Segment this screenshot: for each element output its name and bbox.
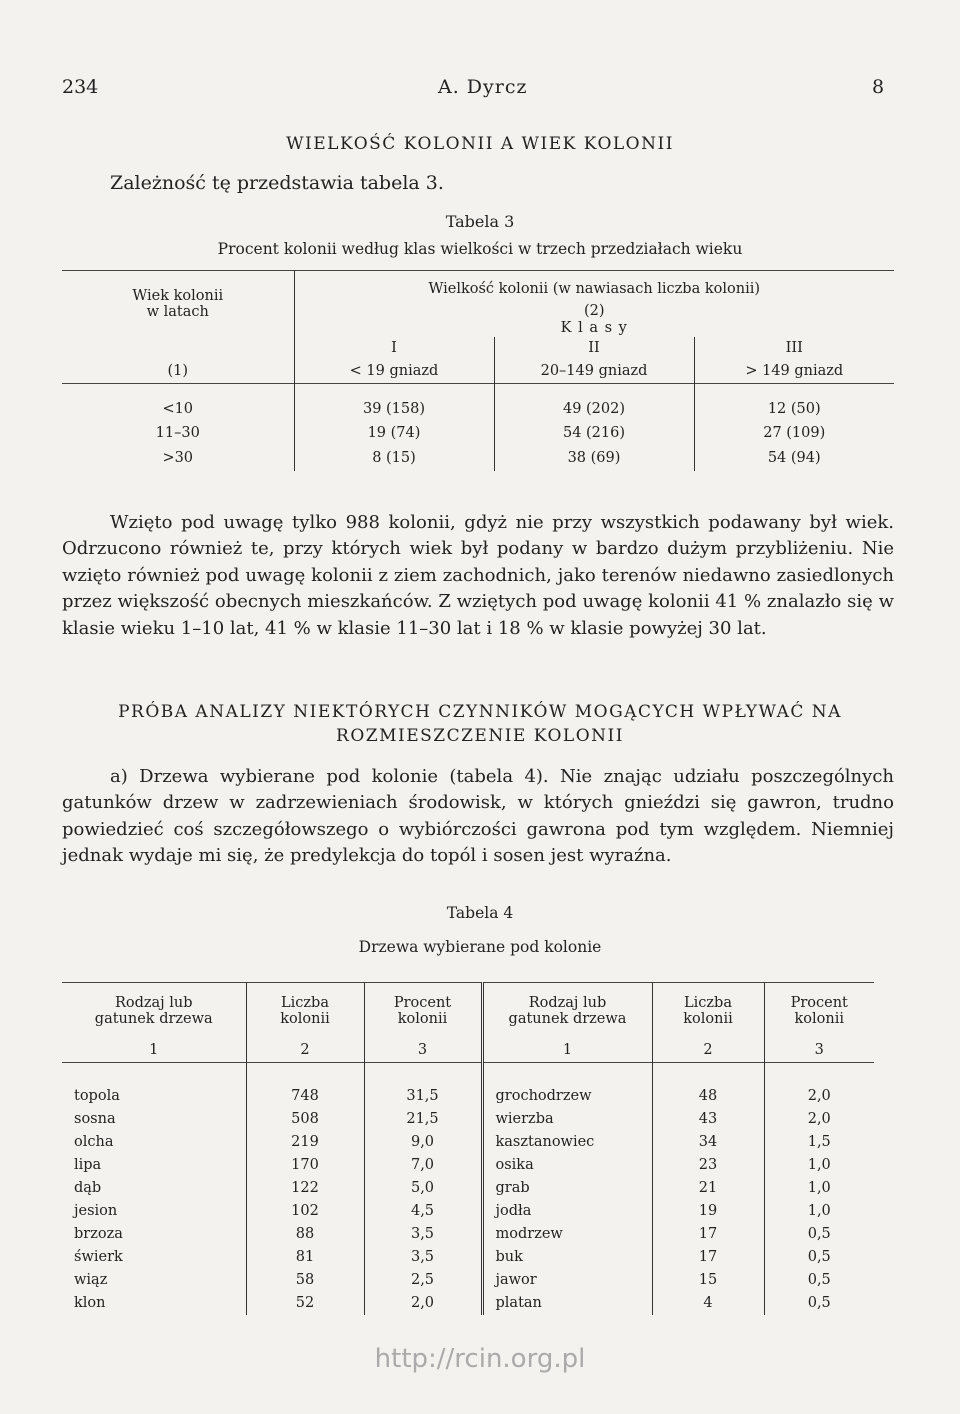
table4-cell: 4 <box>652 1292 764 1315</box>
table4-head-line: gatunek drzewa <box>508 1010 627 1027</box>
table4-cell: 9,0 <box>364 1131 482 1154</box>
table-row <box>62 445 894 471</box>
table4-cell: 21 <box>652 1177 764 1200</box>
table4-cell: 122 <box>246 1177 364 1200</box>
table3-title: Procent kolonii według klas wielkości w trzech przedziałach wieku <box>217 240 743 258</box>
paragraph-trees: a) Drzewa wybierane pod kolonie (tabela 4). Nie znając udziału poszczególnych gatunków drzew w zadrzewieniach środowisk, w których gnieździ się gawron, trudno powiedzieć coś szczegółowszego o wybiórczości gawrona pod tym względem. Niemniej jednak wydaje mi się, że predylekcja do topól i sosen jest wyraźna. <box>62 766 894 867</box>
table4-col-number: 1 <box>149 1042 159 1059</box>
table4-cell: jawor <box>482 1269 652 1292</box>
table3-cell: 19 (74) <box>294 421 494 445</box>
table3-head-age-line2: w latach <box>146 304 209 320</box>
table3-head-size <box>294 271 894 320</box>
table4-cell: wiąz <box>74 1272 108 1288</box>
table4-cell: 1,0 <box>764 1200 874 1223</box>
table4-head-species <box>62 983 246 1039</box>
table4-head-line: Liczba <box>684 994 732 1011</box>
table4-cell: 4,5 <box>364 1200 482 1223</box>
table4-cell: jodła <box>482 1200 652 1223</box>
table-row <box>62 1108 874 1131</box>
table4-cell: świerk <box>74 1249 123 1265</box>
table4-cell: 1,0 <box>764 1177 874 1200</box>
table-row <box>62 1200 874 1223</box>
table4-cell: 58 <box>246 1269 364 1292</box>
table4-head-line: gatunek drzewa <box>94 1010 213 1027</box>
table4-cell: olcha <box>74 1134 114 1150</box>
table4-cell: 1,5 <box>764 1131 874 1154</box>
table4-cell: 52 <box>246 1292 364 1315</box>
table-row <box>62 1223 874 1246</box>
table4-cell: lipa <box>74 1157 102 1173</box>
table3-head-age-line1: Wiek kolonii <box>132 288 224 304</box>
table4-cell: brzoza <box>74 1226 123 1242</box>
table3-class-1-range: < 19 gniazd <box>294 359 494 383</box>
table3-label: Tabela 3 <box>445 212 515 231</box>
table4-col-number: 2 <box>246 1039 364 1063</box>
table-row <box>62 1177 874 1200</box>
table-row <box>62 1154 874 1177</box>
table4-cell: 3,5 <box>364 1223 482 1246</box>
table4-cell: 81 <box>246 1246 364 1269</box>
section-title-analysis-line2: ROZMIESZCZENIE KOLONII <box>336 726 624 746</box>
table4-cell: modrzew <box>482 1223 652 1246</box>
intro-sentence: Zależność tę przedstawia tabela 3. <box>110 172 444 194</box>
table3-class-2-roman: II <box>494 337 694 359</box>
table3-cell: 38 (69) <box>494 445 694 471</box>
table4-cell: platan <box>482 1292 652 1315</box>
table4-col-number: 3 <box>364 1039 482 1063</box>
table4-cell: 7,0 <box>364 1154 482 1177</box>
page-number: 234 <box>62 76 99 98</box>
table4-head-line: Rodzaj lub <box>528 994 607 1011</box>
table3-cell: 49 (202) <box>494 397 694 421</box>
table4-cell: 2,0 <box>764 1085 874 1108</box>
table3-head-size-num: (2) <box>583 303 605 319</box>
table4-cell: 23 <box>652 1154 764 1177</box>
table4-head-count <box>652 983 764 1039</box>
table4-cell: 2,0 <box>364 1292 482 1315</box>
table4-cell: 15 <box>652 1269 764 1292</box>
table4-cell: 1,0 <box>764 1154 874 1177</box>
table-row <box>62 1292 874 1315</box>
table4-cell: 48 <box>652 1085 764 1108</box>
table3-cell: 12 (50) <box>694 397 894 421</box>
table3-class-1-roman: I <box>294 337 494 359</box>
table3-head-size-text: Wielkość kolonii (w nawiasach liczba kolonii) <box>428 281 761 297</box>
table3-class-2-range: 20–149 gniazd <box>494 359 694 383</box>
table3-head-age-num: (1) <box>167 362 189 379</box>
table4-cell: 0,5 <box>764 1223 874 1246</box>
table4-cell: 88 <box>246 1223 364 1246</box>
table4-cell: 748 <box>246 1085 364 1108</box>
table4-label: Tabela 4 <box>446 904 514 922</box>
table4-head-species <box>482 983 652 1039</box>
table3-cell: 54 (94) <box>694 445 894 471</box>
table4-cell: 0,5 <box>764 1246 874 1269</box>
table4-head-line: Procent <box>790 994 848 1011</box>
table4-head-line: Liczba <box>281 994 329 1011</box>
table3-cell: <10 <box>162 401 194 417</box>
table-row <box>62 1269 874 1292</box>
running-head-author: A. Dyrcz <box>438 76 528 98</box>
section-title-analysis-line1: PRÓBA ANALIZY NIEKTÓRYCH CZYNNIKÓW MOGĄCYCH WPŁYWAĆ NA <box>118 702 842 722</box>
table3-class-3-roman: III <box>694 337 894 359</box>
table4-head-line: Procent <box>393 994 452 1011</box>
table4-cell: 0,5 <box>764 1269 874 1292</box>
table4-cell: wierzba <box>482 1108 652 1131</box>
table4-head-line: kolonii <box>683 1010 733 1027</box>
table4-cell: buk <box>482 1246 652 1269</box>
table4-cell: 170 <box>246 1154 364 1177</box>
table3-head-age <box>62 271 294 338</box>
table4-cell: 34 <box>652 1131 764 1154</box>
table4-cell: 508 <box>246 1108 364 1131</box>
table4-cell: 5,0 <box>364 1177 482 1200</box>
table4-cell: kasztanowiec <box>482 1131 652 1154</box>
table4-head-percent <box>364 983 482 1039</box>
table4-cell: 3,5 <box>364 1246 482 1269</box>
table3-cell: 8 (15) <box>294 445 494 471</box>
paragraph-sample-description: Wzięto pod uwagę tylko 988 kolonii, gdyż nie przy wszystkich podawany był wiek. Odrzucono również te, przy których wiek był podany w bardzo dużym przybliżeniu. Nie wzięto również pod uwagę kolonii z ziem zachodnich, jako terenów niedawno zasiedlonych przez większość obecnych mieszkańców. Z wziętych pod uwagę kolonii 41 % znalazło się w klasie wieku 1–10 lat, 41 % w klasie 11–30 lat i 18 % w klasie powyżej 30 lat. <box>62 512 894 639</box>
table4-head-percent <box>764 983 874 1039</box>
table4-cell: dąb <box>74 1180 102 1196</box>
table4-cell: 21,5 <box>364 1108 482 1131</box>
table4-cell: osika <box>482 1154 652 1177</box>
section-number: 8 <box>872 76 885 98</box>
table4-cell: 31,5 <box>364 1085 482 1108</box>
footer-url: http://rcin.org.pl <box>374 1344 586 1374</box>
table3-cell: 11–30 <box>155 425 200 441</box>
table-row <box>62 421 894 445</box>
table4-cell: 17 <box>652 1246 764 1269</box>
table4-cell: 2,5 <box>364 1269 482 1292</box>
table4-cell: jesion <box>74 1203 118 1219</box>
table4-head-line: kolonii <box>397 1010 448 1027</box>
table4-head-line: kolonii <box>280 1010 330 1027</box>
table4-cell: 2,0 <box>764 1108 874 1131</box>
table4-cell: 19 <box>652 1200 764 1223</box>
table3 <box>62 270 894 471</box>
section-title-colony-size-age: WIELKOŚĆ KOLONII A WIEK KOLONII <box>286 134 674 154</box>
table4-title: Drzewa wybierane pod kolonie <box>358 938 602 956</box>
table4-cell: klon <box>74 1295 106 1311</box>
table4-head-line: Rodzaj lub <box>114 994 193 1011</box>
table4-col-number: 1 <box>482 1039 652 1063</box>
table4-cell: sosna <box>74 1111 116 1127</box>
table4-cell: 0,5 <box>764 1292 874 1315</box>
table4-col-number: 2 <box>652 1039 764 1063</box>
table4-cell: grab <box>482 1177 652 1200</box>
table3-cell: 54 (216) <box>494 421 694 445</box>
table-row <box>62 1131 874 1154</box>
table4-head-line: kolonii <box>794 1010 844 1027</box>
table4-cell: topola <box>74 1088 120 1104</box>
table3-head-klasy: K l a s y <box>294 319 894 337</box>
table4 <box>62 982 874 1315</box>
table4-head-count <box>246 983 364 1039</box>
table3-cell: 39 (158) <box>294 397 494 421</box>
table-row <box>62 1246 874 1269</box>
table4-cell: 102 <box>246 1200 364 1223</box>
table4-cell: 17 <box>652 1223 764 1246</box>
table4-col-number: 3 <box>764 1039 874 1063</box>
table-row <box>62 1085 874 1108</box>
table3-cell: >30 <box>162 450 194 466</box>
table4-cell: 43 <box>652 1108 764 1131</box>
table-row <box>62 397 894 421</box>
table4-cell: grochodrzew <box>482 1085 652 1108</box>
table3-class-3-range: > 149 gniazd <box>694 359 894 383</box>
table3-cell: 27 (109) <box>694 421 894 445</box>
table4-cell: 219 <box>246 1131 364 1154</box>
